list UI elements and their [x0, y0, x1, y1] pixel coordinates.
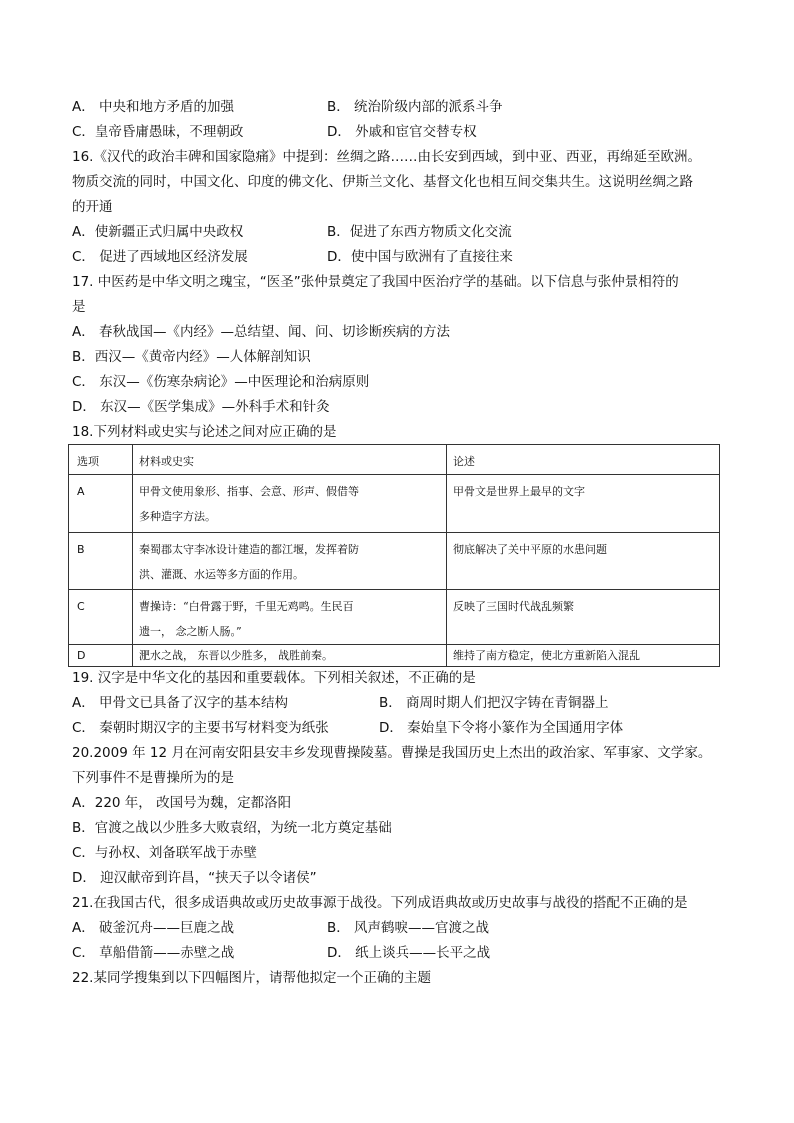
- row-material-line-1: 淝水之战， 东晋以少胜多， 战胜前秦。: [139, 649, 333, 662]
- q16-stem-line-2: 物质交流的同时，中国文化、印度的佛文化、伊斯兰文化、基督文化也相互间交集共生。这说明丝绸之路: [72, 174, 693, 190]
- q16-option-a: A．使新疆正式归属中央政权: [72, 224, 244, 240]
- q18-material-table: [68, 444, 720, 667]
- q17-option-c: C． 东汉—《伤寒杂病论》—中医理论和治病原则: [72, 374, 370, 390]
- q17-option-a: A． 春秋战国—《内经》—总结望、闻、问、切诊断疾病的方法: [72, 324, 451, 340]
- q21-option-d: D． 纸上谈兵——长平之战: [327, 945, 491, 961]
- row-material-line-2: 遗一， 念之断人肠。”: [139, 625, 242, 638]
- q17-stem-line-2: 是: [72, 299, 86, 315]
- header-statement: 论述: [453, 455, 475, 468]
- q17-option-d: D． 东汉—《医学集成》—外科手术和针灸: [72, 399, 330, 415]
- row-material-line-2: 多种造字方法。: [139, 510, 216, 523]
- q20-stem-line-2: 下列事件不是曹操所为的是: [72, 770, 234, 786]
- table-row: [69, 645, 720, 667]
- q20-option-d: D． 迎汉献帝到许昌，“挟天子以令诸侯”: [72, 870, 317, 886]
- q15-option-d: D． 外戚和宦官交替专权: [327, 124, 477, 140]
- table-row: [69, 590, 720, 645]
- q21-option-c: C． 草船借箭——赤壁之战: [72, 945, 235, 961]
- q20-option-a: A．220 年， 改国号为魏，定都洛阳: [72, 795, 292, 811]
- q15-option-a: A． 中央和地方矛盾的加强: [72, 99, 235, 115]
- row-material-line-2: 洪、灌溉、水运等多方面的作用。: [139, 568, 304, 581]
- q20-option-c: C．与孙权、刘备联军战于赤壁: [72, 845, 257, 861]
- q15-option-b: B． 统治阶级内部的派系斗争: [327, 99, 503, 115]
- table-header-row: [69, 445, 720, 475]
- header-material: 材料或史实: [139, 455, 194, 468]
- q20-stem-line-1: 20.2009 年 12 月在河南安阳县安丰乡发现曹操陵墓。曹操是我国历史上杰出的政治家、军事家、文学家。: [72, 745, 712, 761]
- q16-option-c: C． 促进了西域地区经济发展: [72, 249, 248, 265]
- q22-stem: 22.某同学搜集到以下四幅图片，请帮他拟定一个正确的主题: [72, 970, 431, 986]
- row-material-line-1: 秦蜀郡太守李冰设计建造的都江堰，发挥着防: [139, 543, 359, 556]
- row-key: D: [77, 649, 86, 662]
- row-key: B: [77, 543, 85, 556]
- q19-option-c: C． 秦朝时期汉字的主要书写材料变为纸张: [72, 720, 329, 736]
- row-material-line-1: 甲骨文使用象形、指事、会意、形声、假借等: [139, 485, 359, 498]
- row-key: A: [77, 485, 85, 498]
- row-statement: 反映了三国时代战乱频繁: [453, 600, 574, 613]
- q21-option-b: B． 风声鹤唳——官渡之战: [327, 920, 490, 936]
- table-row: [69, 475, 720, 533]
- row-statement: 维持了南方稳定，使北方重新陷入混乱: [453, 649, 640, 662]
- q18-stem: 18.下列材料或史实与论述之间对应正确的是: [72, 424, 337, 440]
- q16-option-b: B．促进了东西方物质文化交流: [327, 224, 512, 240]
- q16-stem-line-3: 的开通: [72, 199, 113, 215]
- q19-option-d: D． 秦始皇下令将小篆作为全国通用字体: [379, 720, 624, 736]
- q16-stem-line-1: 16.《汉代的政治丰碑和国家隐痛》中提到：丝绸之路……由长安到西域，到中亚、西亚，再绵延至欧洲。: [72, 149, 701, 165]
- row-material-line-1: 曹操诗：“白骨露于野，千里无鸡鸣。生民百: [139, 600, 354, 613]
- q15-option-c: C．皇帝昏庸愚昧，不理朝政: [72, 124, 244, 140]
- row-statement: 彻底解决了关中平原的水患问题: [453, 543, 607, 556]
- q19-option-a: A． 甲骨文已具备了汉字的基本结构: [72, 695, 289, 711]
- q21-stem: 21.在我国古代，很多成语典故或历史故事源于战役。下列成语典故或历史故事与战役的搭配不正确的是: [72, 895, 688, 911]
- q19-stem: 19. 汉字是中华文化的基因和重要载体。下列相关叙述，不正确的是: [72, 670, 476, 686]
- q19-option-b: B． 商周时期人们把汉字铸在青铜器上: [379, 695, 609, 711]
- q17-stem-line-1: 17. 中医药是中华文明之瑰宝，“医圣”张仲景奠定了我国中医治疗学的基础。以下信息与张仲景相符的: [72, 274, 679, 290]
- row-statement: 甲骨文是世界上最早的文字: [453, 485, 585, 498]
- row-key: C: [77, 600, 85, 613]
- header-option: 选项: [77, 455, 99, 468]
- q17-option-b: B．西汉—《黄帝内经》—人体解剖知识: [72, 349, 311, 365]
- q20-option-b: B．官渡之战以少胜多大败袁绍，为统一北方奠定基础: [72, 820, 392, 836]
- q21-option-a: A． 破釜沉舟——巨鹿之战: [72, 920, 235, 936]
- table-row: [69, 533, 720, 590]
- q16-option-d: D．使中国与欧洲有了直接往来: [327, 249, 513, 265]
